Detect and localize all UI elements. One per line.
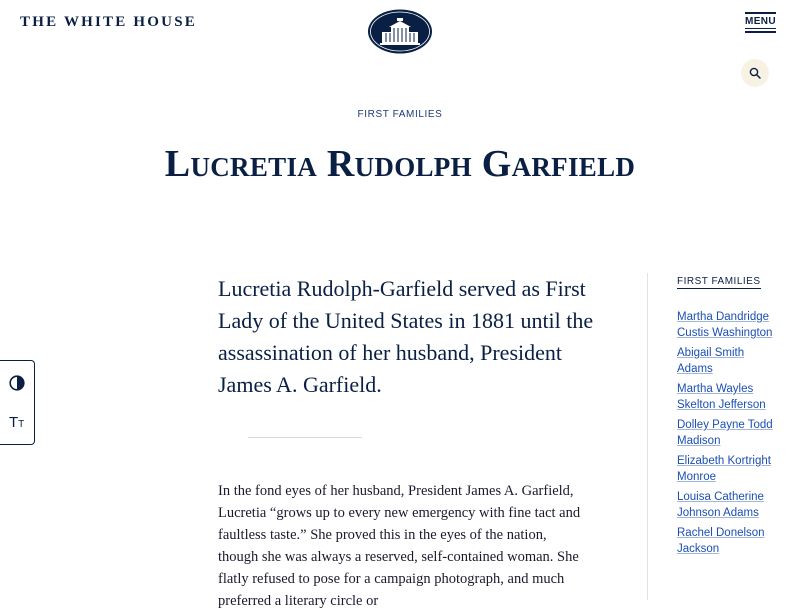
sidebar-item-dolley-madison[interactable]: Dolley Payne Todd Madison (677, 419, 773, 447)
sidebar-item-abigail-adams[interactable]: Abigail Smith Adams (677, 347, 745, 375)
sidebar-heading[interactable]: FIRST FAMILIES (677, 276, 761, 287)
sidebar-item-martha-washington[interactable]: Martha Dandridge Custis Washington (677, 311, 773, 339)
accessibility-toolbar (0, 360, 35, 445)
page-title: Lucretia Rudolph Garfield (164, 143, 636, 185)
menu-bar-icon (745, 31, 776, 33)
sidebar-item-rachel-jackson[interactable]: Rachel Donelson Jackson (677, 527, 765, 555)
article-lede: Lucretia Rudolph-Garfield served as First Lady of the United States in 1881 until the assassination of her husband, President James A. Garfield. (218, 276, 594, 397)
section-divider (248, 437, 362, 438)
category-eyebrow-link[interactable]: FIRST FAMILIES (357, 109, 443, 120)
sidebar-divider (647, 273, 648, 600)
sidebar-item-louisa-adams[interactable]: Louisa Catherine Johnson Adams (677, 491, 764, 519)
sidebar-item-elizabeth-monroe[interactable]: Elizabeth Kortright Monroe (677, 455, 771, 483)
menu-bar-icon (745, 12, 776, 14)
sidebar-nav (677, 276, 777, 562)
text-size-icon[interactable]: TT (9, 414, 25, 431)
contrast-icon[interactable] (9, 375, 25, 391)
menu-label: MENU (745, 15, 777, 27)
search-button[interactable] (741, 59, 769, 87)
article-body: In the fond eyes of her husband, President James A. Garfield, Lucretia “grows up to every new emergency with fine tact and faultless taste.” She proved this in the eyes of the nation, though she was always a reserved, self-contained woman. She flatly refused to pose for a campaign photograph, and much preferred a literary circle or (218, 483, 581, 609)
menu-button[interactable] (745, 12, 776, 33)
menu-bar-icon (745, 28, 776, 30)
white-house-seal-icon[interactable] (367, 9, 433, 54)
site-title-link[interactable]: THE WHITE HOUSE (20, 14, 197, 30)
search-icon (749, 67, 761, 79)
sidebar-item-martha-jefferson[interactable]: Martha Wayles Skelton Jefferson (677, 383, 766, 411)
